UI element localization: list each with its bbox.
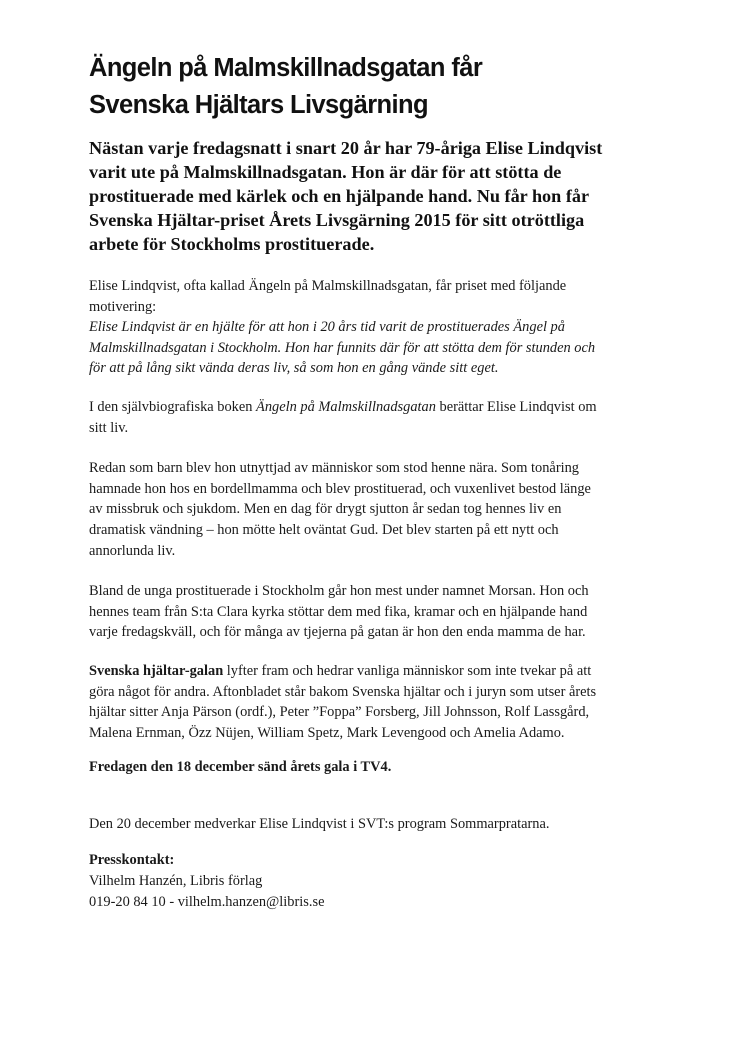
body-line: Malena Ernman, Özz Nüjen, William Spetz, Mark Levengood och Amelia Adamo. [89,724,565,741]
book-text: berättar Elise Lindqvist om [435,398,597,415]
gala-paragraph [89,661,669,743]
headline-line: Ängeln på Malmskillnadsgatan får [89,54,483,82]
body-line: hamnade hon hos en bordellmamma och blev prostituerad, och vuxenlivet bestod länge [89,480,591,497]
contact-details: 019-20 84 10 - vilhelm.hanzen@libris.se [89,893,325,910]
lead-line: arbete för Stockholms prostituerade. [89,234,375,254]
gala-text: lyfter fram och hedrar vanliga människor som inte tvekar på att [223,662,592,679]
lead-line: Svenska Hjältar-priset Årets Livsgärning 2015 för sitt otröttliga [89,210,585,230]
gala-name: Svenska hjältar-galan [89,662,224,679]
contact-heading: Presskontakt: [89,852,175,869]
body-line: Elise Lindqvist, ofta kallad Ängeln på Malmskillnadsgatan, får priset med följande [89,278,567,294]
body-line: hennes team från S:ta Clara kyrka stöttar dem med fika, kramar och en hjälpande hand [89,603,588,620]
headline [89,50,669,124]
book-title: Ängeln på Malmskillnadsgatan [256,398,436,415]
body-line: varje fredagskväll, och för många av tjejerna på gatan är hon den enda mamma de har. [89,624,586,641]
body-line: göra något för andra. Aftonbladet står bakom Svenska hjältar och i juryn som utser årets [89,683,597,700]
body-line: motivering: [89,298,157,315]
body-line [89,661,669,682]
book-paragraph [89,397,669,438]
quote-line: Elise Lindqvist är en hjälte för att hon i 20 års tid varit de prostituerades Ängel på [89,319,565,336]
broadcast-note: Fredagen den 18 december sänd årets gala i TV4. [89,759,392,776]
body-line [89,397,669,418]
lead-paragraph [89,136,669,256]
quote-line: för att på lång sikt vända deras liv, så som hon en gång vände sitt eget. [89,360,499,377]
motivation-paragraph [89,276,669,379]
lead-line: Nästan varje fredagsnatt i snart 20 år har 79-åriga Elise Lindqvist [89,138,603,158]
body-line: Redan som barn blev hon utnyttjad av människor som stod henne nära. Som tonåring [89,460,579,477]
headline-line: Svenska Hjältars Livsgärning [89,91,428,119]
morsan-paragraph [89,581,669,643]
lead-line: varit ute på Malmskillnadsgatan. Hon är där för att stötta de [89,162,562,182]
lead-line: prostituerade med kärlek och en hjälpande hand. Nu får hon får [89,186,590,206]
press-contact [89,850,669,912]
contact-name: Vilhelm Hanzén, Libris förlag [89,873,263,890]
body-line: sitt liv. [89,419,129,436]
book-text: I den självbiografiska boken [89,398,257,415]
sommar-note: Den 20 december medverkar Elise Lindqvist i SVT:s program Sommarpratarna. [89,815,550,832]
body-line: Bland de unga prostituerade i Stockholm går hon mest under namnet Morsan. Hon och [89,583,589,600]
document-body [89,50,669,930]
body-line: annorlunda liv. [89,542,176,559]
body-line: av missbruk och sjukdom. Men en dag för drygt sjutton år sedan tog hennes liv en [89,501,562,518]
body-line: dramatisk vändning – hon mötte helt oväntat Gud. Det blev starten på ett nytt och [89,521,559,538]
childhood-paragraph [89,458,669,561]
body-line: hjältar sitter Anja Pärson (ordf.), Peter ”Foppa” Forsberg, Jill Johnsson, Rolf Lassgård, [89,704,590,721]
quote-line: Malmskillnadsgatan i Stockholm. Hon har funnits där för att stötta dem för stunden och [89,339,596,356]
